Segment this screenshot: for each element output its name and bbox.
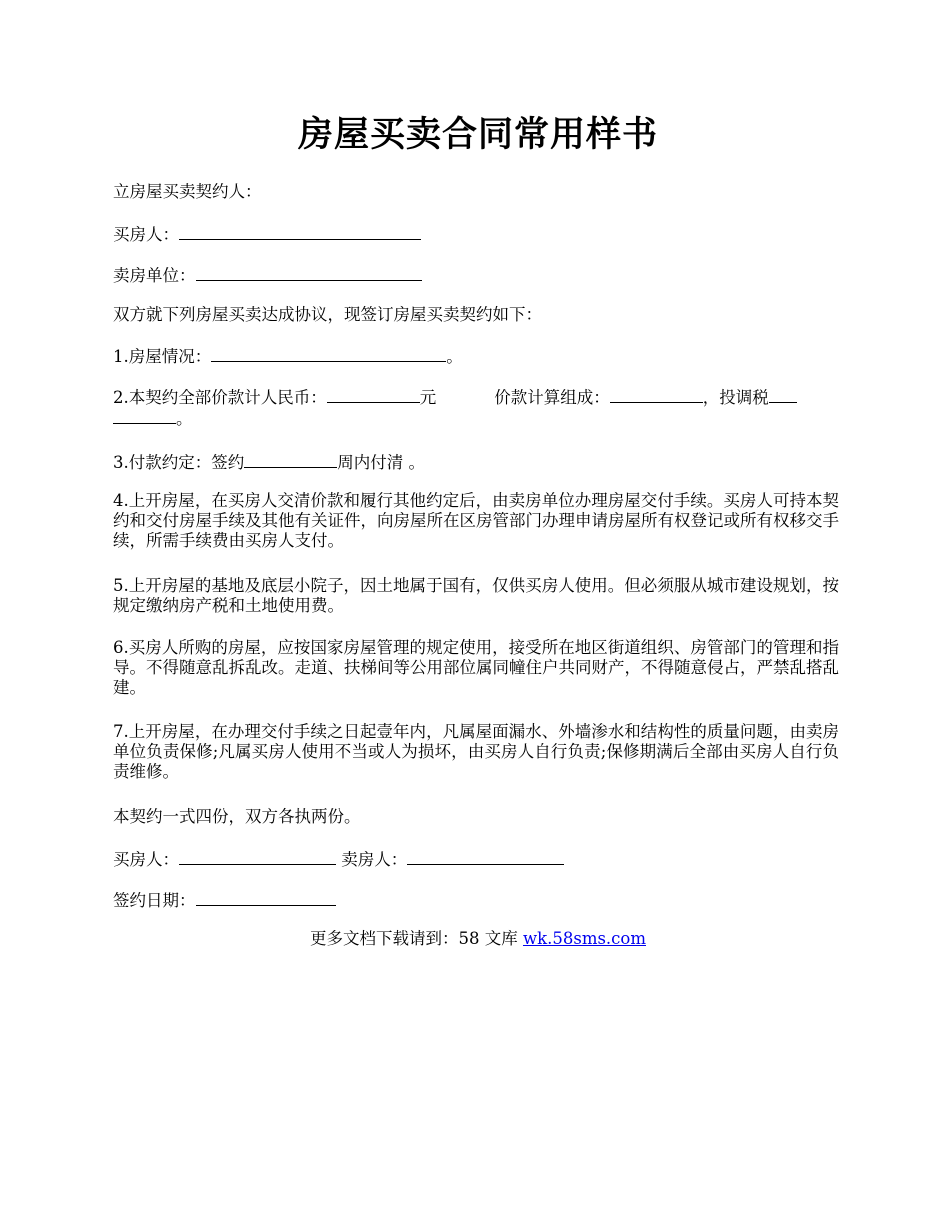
item-3: 3.付款约定：签约 周内付清 。 — [113, 453, 425, 472]
item-7: 7.上开房屋，在办理交付手续之日起壹年内，凡属屋面漏水、外墙渗水和结构性的质量问题，由卖房单位负责保修;凡属买房人使用不当或人为损坏，由买房人自行负责;保修期满后全部由买房人自行负责维修。 — [113, 722, 839, 781]
footer-link[interactable]: wk.58sms.com — [522, 929, 646, 948]
seller-sign-blank — [407, 848, 564, 865]
seller-unit-blank — [196, 264, 422, 281]
document-title: 房屋买卖合同常用样书 — [297, 114, 658, 155]
seller-unit-line: 卖房单位： — [113, 264, 839, 286]
price-blank — [327, 386, 420, 403]
footer-text: 更多文档下载请到：58 文库 — [309, 929, 523, 948]
item-4: 4.上开房屋，在买房人交清价款和履行其他约定后，由卖房单位办理房屋交付手续。买房人可持本契约和交付房屋手续及其他有关证件，向房屋所在区房管部门办理申请房屋所有权登记或所有权移交手续，所需手续费由买房人支付。 — [113, 491, 839, 550]
item-2: 2.本契约全部价款计人民币： 元 价款计算组成： ，投调税 — [113, 386, 839, 408]
price-calc-blank — [610, 386, 703, 403]
item-6: 6.买房人所购的房屋，应按国家房屋管理的规定使用，接受所在地区街道组织、房管部门的管理和指导。不得随意乱拆乱改。走道、扶梯间等公用部位属同幢住户共同财产，不得随意侵占，严禁乱搭乱建。 — [113, 638, 839, 697]
item-2-cont: 。 — [113, 407, 839, 429]
tax-blank — [769, 386, 797, 403]
tax-blank-cont — [113, 407, 176, 424]
copies-line: 本契约一式四份，双方各执两份。 — [113, 807, 361, 826]
weeks-blank — [244, 451, 337, 468]
footer — [113, 929, 843, 949]
buyer-sign-blank — [179, 848, 336, 865]
house-status-blank — [211, 345, 446, 362]
agreement-line: 双方就下列房屋买卖达成协议，现签订房屋买卖契约如下： — [113, 305, 542, 324]
sign-date-line: 签约日期： — [113, 889, 839, 911]
buyer-blank — [179, 223, 421, 240]
intro-line: 立房屋买卖契约人： — [113, 182, 262, 201]
item-1: 1.房屋情况： 。 — [113, 347, 463, 366]
buyer-line: 买房人： — [113, 223, 839, 245]
sign-date-blank — [196, 889, 336, 906]
signature-line: 买房人： 卖房人： — [113, 848, 839, 870]
item-5: 5.上开房屋的基地及底层小院子，因土地属于国有，仅供买房人使用。但必须服从城市建设规划，按规定缴纳房产税和土地使用费。 — [113, 576, 839, 615]
